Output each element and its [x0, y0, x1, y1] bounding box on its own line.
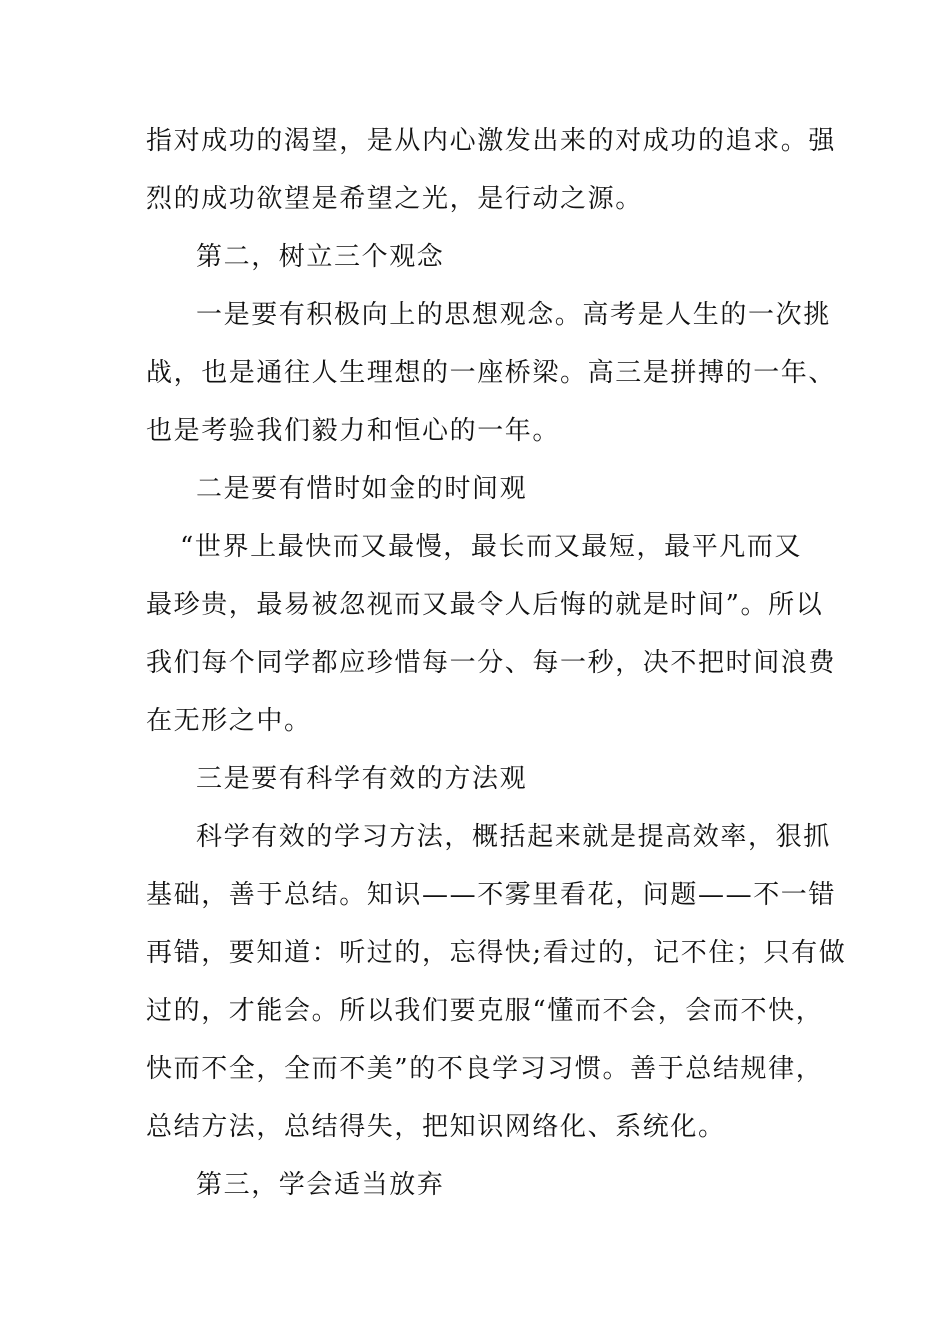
text-line: 一是要有积极向上的思想观念。高考是人生的一次挑 — [196, 300, 831, 330]
text-line: 战，也是通往人生理想的一座桥梁。高三是拼搏的一年、 — [146, 358, 837, 388]
text-line: 在无形之中。 — [146, 706, 312, 736]
text-line: 过的，才能会。所以我们要克服“懂而不会，会而不快， — [146, 996, 824, 1026]
text-line: 最珍贵，最易被忽视而又最令人后悔的就是时间”。所以 — [146, 590, 824, 620]
text-line: 科学有效的学习方法，概括起来就是提高效率，狠抓 — [196, 822, 831, 852]
section-heading: 第二，树立三个观念 — [196, 242, 445, 272]
text-line: 总结方法，总结得失，把知识网络化、系统化。 — [146, 1112, 726, 1142]
text-line: 基础，善于总结。知识——不雾里看花，问题——不一错 — [146, 880, 837, 910]
section-heading: 第三，学会适当放弃 — [196, 1170, 445, 1200]
text-line: 烈的成功欲望是希望之光，是行动之源。 — [146, 184, 643, 214]
text-line: “世界上最快而又最慢，最长而又最短，最平凡而又 — [180, 532, 803, 562]
text-line: 再错，要知道：听过的，忘得快;看过的，记不住；只有做 — [146, 938, 847, 968]
subsection-heading: 二是要有惜时如金的时间观 — [196, 474, 528, 504]
text-line: 快而不全，全而不美”的不良学习习惯。善于总结规律， — [146, 1054, 824, 1084]
text-line: 我们每个同学都应珍惜每一分、每一秒，决不把时间浪费 — [146, 648, 837, 678]
subsection-heading: 三是要有科学有效的方法观 — [196, 764, 528, 794]
text-line: 也是考验我们毅力和恒心的一年。 — [146, 416, 561, 446]
text-line: 指对成功的渴望，是从内心激发出来的对成功的追求。强 — [146, 126, 837, 156]
